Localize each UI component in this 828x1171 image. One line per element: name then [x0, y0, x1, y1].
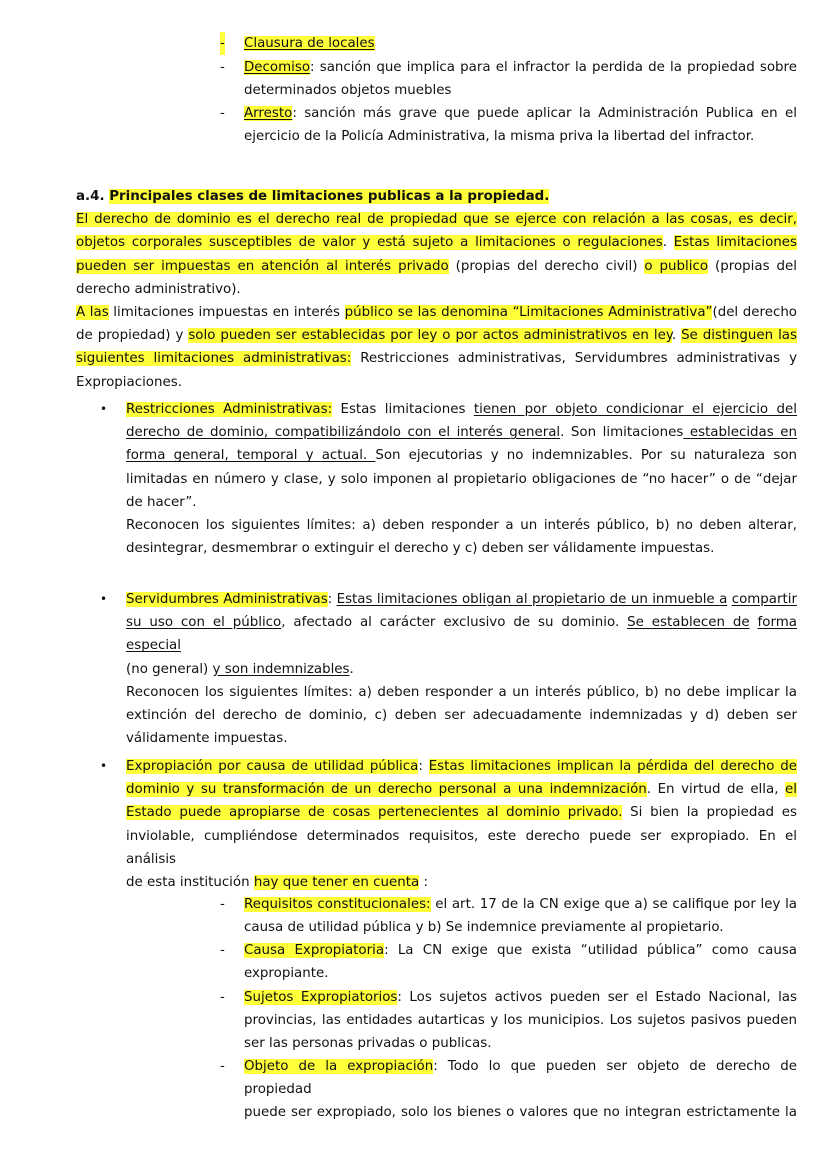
text-line: provincias, las entidades autarticas y los municipios. Los sujetos pasivos pueden	[244, 1013, 797, 1029]
text-span: establecidas en	[683, 425, 797, 441]
text-line: de hacer”.	[126, 494, 197, 510]
text-span: (no general)	[126, 661, 213, 677]
text-span: (del derecho	[712, 305, 797, 321]
list-item-causa	[220, 939, 797, 985]
section-number: a.4.	[76, 189, 110, 204]
dash-marker: -	[220, 60, 225, 75]
text-line: válidamente impuestas.	[126, 731, 288, 747]
text-line: extinción del derecho de dominio, c) deben ser adecuadamente indemnizadas y d) deben ser	[126, 708, 797, 724]
term-arresto: Arresto	[244, 106, 293, 121]
text-span: . Son limitaciones	[560, 425, 684, 441]
text-span: objetos corporales susceptibles de valor y está sujeto a limitaciones o regulaciones	[76, 235, 663, 251]
bullet-marker: •	[100, 759, 108, 773]
text-line: inviolable, cumpliéndose determinados requisitos, este derecho puede ser expropiado. En el análisis	[126, 828, 797, 867]
text-span: Estas limitaciones obligan al propietario de un inmueble a	[336, 592, 728, 607]
term-sujetos: Sujetos Expropiatorios	[244, 990, 398, 1005]
text-span: .	[662, 235, 674, 251]
paragraph-2-line-4: Expropiaciones.	[76, 374, 182, 390]
paragraph-1-line-2	[76, 231, 797, 254]
text-line: desintegrar, desmembrar o extinguir el derecho y c) deben ser válidamente impuestas.	[126, 541, 715, 557]
text-span: :	[327, 592, 337, 607]
list-item-requisitos	[220, 893, 797, 939]
text-span: Son ejecutorias y no indemnizables. Por su naturaleza son	[375, 448, 797, 464]
text-span: limitaciones impuestas en interés	[108, 305, 345, 321]
text-line: puede ser expropiado, solo los bienes o valores que no integran estrictamente la	[244, 1105, 797, 1121]
term-requisitos: Requisitos constitucionales:	[244, 897, 431, 912]
term-restricciones: Restricciones Administrativas:	[126, 402, 333, 417]
text-span	[750, 615, 758, 630]
text-span: El derecho de dominio es el derecho real de propiedad que se ejerce con relación a las cosas, es decir,	[76, 212, 797, 228]
paragraph-2-line-1	[76, 301, 797, 324]
term-causa: Causa Expropiatoria	[244, 943, 385, 958]
text-line: ejercicio de la Policía Administrativa, la misma priva la libertad del infractor.	[244, 129, 755, 145]
term-clausura: Clausura de locales	[244, 36, 375, 51]
bullet-marker: •	[100, 592, 108, 606]
section-a4	[76, 185, 797, 394]
text-line: ser las personas privadas o publicas.	[244, 1036, 492, 1052]
term-servidumbres: Servidumbres Administrativas	[126, 592, 328, 607]
text-span: hay que tener en cuenta	[253, 875, 420, 891]
text-line: limitadas en número y clase, y solo imponen al propietario obligaciones de “no hacer” o de “dejar	[126, 471, 797, 487]
text-span: : Todo lo que pueden ser objeto de derecho de propiedad	[244, 1059, 797, 1098]
dash-marker: -	[220, 106, 225, 121]
text-span: pueden ser impuestas en atención al interés privado	[76, 258, 449, 274]
text-span: dominio y su transformación de un derecho personal a una indemnización	[126, 782, 647, 798]
text-line: expropiante.	[244, 966, 329, 982]
text-span: (propias del	[708, 258, 797, 274]
paragraph-1-line-1	[76, 208, 797, 231]
text-span: Estas limitaciones	[673, 235, 798, 251]
text-span: forma especial	[126, 615, 797, 654]
term-objeto: Objeto de la expropiación	[244, 1059, 434, 1074]
text-span: de propiedad) y	[76, 328, 189, 344]
term-decomiso: Decomiso	[244, 60, 311, 75]
list-item-sujetos	[220, 986, 797, 1056]
dash-marker: -	[220, 897, 225, 912]
text-span: el art. 17 de la CN exige que a) se califique por ley la	[430, 897, 797, 912]
text-span: Estado puede apropiarse de cosas pertenecientes al dominio privado.	[126, 805, 623, 821]
text-span: A las	[76, 305, 109, 321]
paragraph-1-line-4: derecho administrativo).	[76, 281, 241, 297]
text-span: .	[671, 328, 682, 344]
text-line: Reconocen los siguientes límites: a) deben responder a un interés público, b) no debe implicar la	[126, 684, 797, 700]
text-span: y son indemnizables	[212, 661, 350, 677]
text-span: : Los sujetos activos pueden ser el Estado Nacional, las	[397, 990, 797, 1005]
paragraph-2-line-3	[76, 347, 797, 370]
text-span: el	[785, 782, 797, 798]
bullet-expropiacion	[100, 755, 797, 894]
text-span: , afectado al carácter exclusivo de su dominio.	[281, 615, 628, 631]
text-span: : La CN exige que exista “utilidad pública” como causa	[384, 943, 797, 958]
text-line: Reconocen los siguientes límites: a) deben responder a un interés público, b) no deben alterar,	[126, 518, 797, 534]
dash-marker: -	[220, 32, 225, 55]
text-span: Estas limitaciones implican la pérdida del derecho de	[428, 759, 797, 774]
text-span: Se distinguen las	[681, 328, 797, 344]
text-span: compartir	[731, 592, 797, 607]
text-span: solo pueden ser establecidas por ley o por actos administrativos en ley	[188, 328, 672, 344]
text-span: Restricciones administrativas, Servidumbres administrativas y	[351, 351, 797, 367]
text-span: derecho de dominio, compatibilizándolo con el interés general	[126, 425, 561, 441]
bullet-marker: •	[100, 402, 108, 416]
text-span: : sanción más grave que puede aplicar la Administración Publica en el	[292, 106, 797, 121]
text-line: determinados objetos muebles	[244, 83, 452, 99]
bullet-restricciones	[100, 398, 797, 560]
list-item-arresto	[220, 102, 797, 148]
text-line: causa de utilidad pública y b) Se indemnice previamente al propietario.	[244, 920, 724, 936]
dash-marker: -	[220, 943, 225, 958]
text-span: forma general, temporal y actual.	[126, 448, 376, 464]
text-span: Estas limitaciones	[332, 402, 474, 417]
text-span: público se las denomina “Limitaciones Administrativa”	[344, 305, 713, 321]
text-span: .	[349, 661, 354, 677]
paragraph-1-line-3	[76, 255, 797, 278]
dash-marker: -	[220, 1059, 225, 1074]
term-expropiacion: Expropiación por causa de utilidad pública	[126, 759, 419, 774]
text-span: siguientes limitaciones administrativas:	[76, 351, 352, 367]
text-span: : sanción que implica para el infractor la perdida de la propiedad sobre	[310, 60, 797, 75]
text-span: :	[418, 759, 429, 774]
text-span: :	[419, 875, 428, 891]
section-heading	[76, 185, 797, 208]
text-span: Se establecen de	[627, 615, 750, 631]
text-span: (propias del derecho civil)	[448, 258, 645, 274]
text-span: Si bien la propiedad es	[622, 805, 797, 821]
text-span: tienen por objeto condicionar el ejercicio del	[473, 402, 797, 417]
text-span: de esta institución	[126, 875, 254, 891]
section-title: Principales clases de limitaciones publicas a la propiedad.	[109, 189, 550, 204]
dash-marker: -	[220, 990, 225, 1005]
paragraph-2-line-2	[76, 324, 797, 347]
bullet-servidumbres	[100, 588, 797, 750]
text-span: su uso con el público	[126, 615, 282, 631]
text-span: o publico	[644, 258, 709, 274]
list-item-clausura	[220, 32, 797, 55]
list-item-objeto	[220, 1055, 797, 1125]
list-item-decomiso	[220, 56, 797, 102]
text-span: . En virtud de ella,	[646, 782, 786, 798]
